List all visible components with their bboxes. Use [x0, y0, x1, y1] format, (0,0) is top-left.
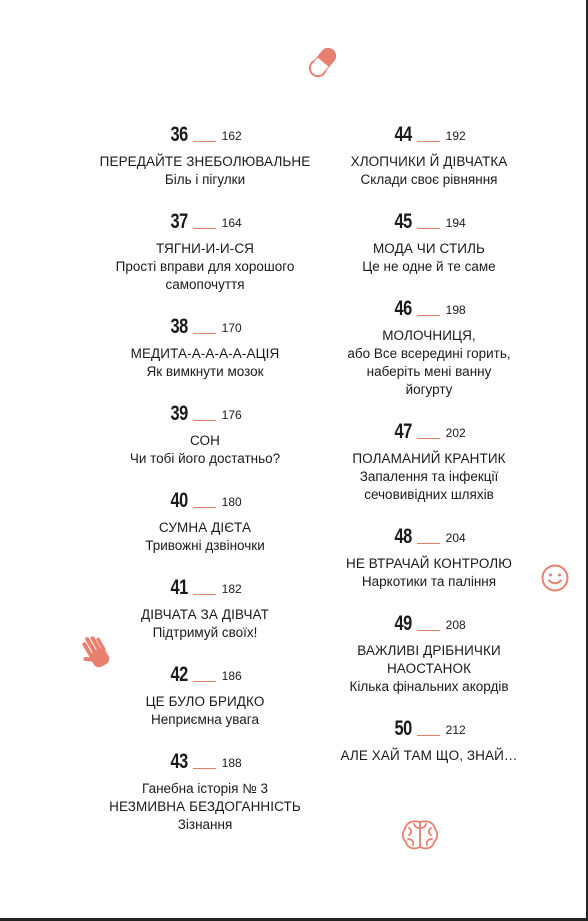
toc-entry-36[interactable]	[90, 122, 320, 189]
chapter-number: 40	[170, 489, 189, 512]
toc-entry-47[interactable]	[314, 419, 544, 504]
chapter-title: НЕЗМИВНА БЕЗДОГАННІСТЬ	[109, 799, 301, 814]
chapter-number: 46	[394, 297, 413, 320]
page-number: 182	[221, 582, 242, 596]
chapter-title: ТЯГНИ-И-И-СЯ	[155, 241, 255, 256]
chapter-title: СОН	[189, 433, 220, 448]
chapter-title: ПЕРЕДАЙТЕ ЗНЕБОЛЮВАЛЬНЕ	[99, 154, 311, 169]
chapter-title: МОЛОЧНИЦЯ,	[382, 328, 476, 343]
page-number: 198	[445, 303, 466, 317]
dash-divider	[417, 543, 440, 544]
pill-icon	[305, 42, 341, 82]
page-number: 162	[221, 129, 242, 143]
toc-entry-50[interactable]	[314, 716, 544, 765]
dash-divider	[193, 420, 216, 421]
chapter-number: 39	[170, 402, 189, 425]
dash-divider	[417, 630, 440, 631]
chapter-title: СУМНА ДІЄТА	[158, 520, 252, 535]
chapter-title: НЕ ВТРАЧАЙ КОНТРОЛЮ	[345, 556, 513, 571]
dash-divider	[193, 594, 216, 595]
chapter-number: 42	[170, 663, 189, 686]
page-number: 188	[221, 756, 242, 770]
dash-divider	[417, 735, 440, 736]
chapter-title: МЕДИТА-А-А-А-А-АЦІЯ	[130, 346, 280, 361]
dash-divider	[193, 228, 216, 229]
toc-entry-45[interactable]	[314, 209, 544, 276]
chapter-subtitle: Підтримуй своїх!	[152, 625, 258, 640]
page-number: 176	[221, 408, 242, 422]
chapter-subtitle: Наркотики та паління	[361, 574, 497, 589]
chapter-pretitle: Ганебна історія № 3	[142, 781, 268, 796]
toc-entry-41[interactable]	[90, 575, 320, 642]
page-number: 208	[445, 618, 466, 632]
page-number: 194	[445, 216, 466, 230]
dash-divider	[193, 507, 216, 508]
chapter-subtitle: Чи тобі його достатньо?	[129, 451, 281, 466]
toc-entry-37[interactable]	[90, 209, 320, 294]
smiley-icon	[540, 563, 570, 593]
chapter-title: АЛЕ ХАЙ ТАМ ЩО, ЗНАЙ…	[340, 748, 518, 763]
dash-divider	[417, 438, 440, 439]
page-number: 202	[445, 426, 466, 440]
toc-entry-49[interactable]	[314, 611, 544, 696]
chapter-number: 37	[170, 210, 189, 233]
chapter-subtitle: Склади своє рівняння	[360, 172, 498, 187]
chapter-subtitle: Це не одне й те саме	[362, 259, 496, 274]
chapter-subtitle: Запалення та інфекції сечовивідних шляхів	[359, 469, 499, 502]
dash-divider	[417, 315, 440, 316]
chapter-title: ДІВЧАТА ЗА ДІВЧАТ	[141, 607, 269, 622]
chapter-title: МОДА ЧИ СТИЛЬ	[372, 241, 486, 256]
chapter-number: 47	[394, 420, 413, 443]
dash-divider	[193, 141, 216, 142]
chapter-number: 45	[394, 210, 413, 233]
chapter-number: 44	[394, 123, 413, 146]
brain-icon	[400, 818, 440, 852]
chapter-number: 38	[170, 315, 189, 338]
chapter-number: 49	[394, 612, 413, 635]
chapter-subtitle: Кілька фінальних акордів	[349, 679, 509, 694]
page-number: 204	[445, 531, 466, 545]
page-number: 186	[221, 669, 242, 683]
chapter-number: 48	[394, 525, 413, 548]
dash-divider	[193, 681, 216, 682]
chapter-subtitle: Зізнання	[177, 817, 233, 832]
dash-divider	[417, 141, 440, 142]
toc-entry-40[interactable]	[90, 488, 320, 555]
page-number: 180	[221, 495, 242, 509]
chapter-number: 36	[170, 123, 189, 146]
chapter-title: ВАЖЛИВІ ДРІБНИЧКИ НАОСТАНОК	[357, 643, 501, 676]
chapter-number: 50	[394, 717, 413, 740]
toc-entry-43[interactable]	[90, 749, 320, 834]
page-number: 212	[445, 723, 466, 737]
dash-divider	[417, 228, 440, 229]
dash-divider	[193, 333, 216, 334]
chapter-subtitle: або Все всередині горить, наберіть мені ванну йогурту	[347, 346, 511, 397]
dash-divider	[193, 768, 216, 769]
toc-entry-44[interactable]	[314, 122, 544, 189]
toc-entry-42[interactable]	[90, 662, 320, 729]
chapter-subtitle: Неприємна увага	[151, 712, 259, 727]
chapter-subtitle: Прості вправи для хорошого самопочуття	[115, 259, 295, 292]
toc-entry-48[interactable]	[314, 524, 544, 591]
page-number: 164	[221, 216, 242, 230]
chapter-subtitle: Тривожні дзвіночки	[145, 538, 265, 553]
chapter-title: ХЛОПЧИКИ Й ДІВЧАТКА	[350, 154, 508, 169]
chapter-subtitle: Біль і пігулки	[164, 172, 246, 187]
chapter-number: 43	[170, 750, 189, 773]
page-number: 192	[445, 129, 466, 143]
toc-entry-38[interactable]	[90, 314, 320, 381]
chapter-number: 41	[170, 576, 189, 599]
toc-entry-39[interactable]	[90, 401, 320, 468]
page-number: 170	[221, 321, 242, 335]
chapter-subtitle: Як вимкнути мозок	[146, 364, 264, 379]
chapter-title: ПОЛАМАНИЙ КРАНТИК	[352, 451, 506, 466]
toc-entry-46[interactable]	[314, 296, 544, 399]
chapter-title: ЦЕ БУЛО БРИДКО	[145, 694, 265, 709]
